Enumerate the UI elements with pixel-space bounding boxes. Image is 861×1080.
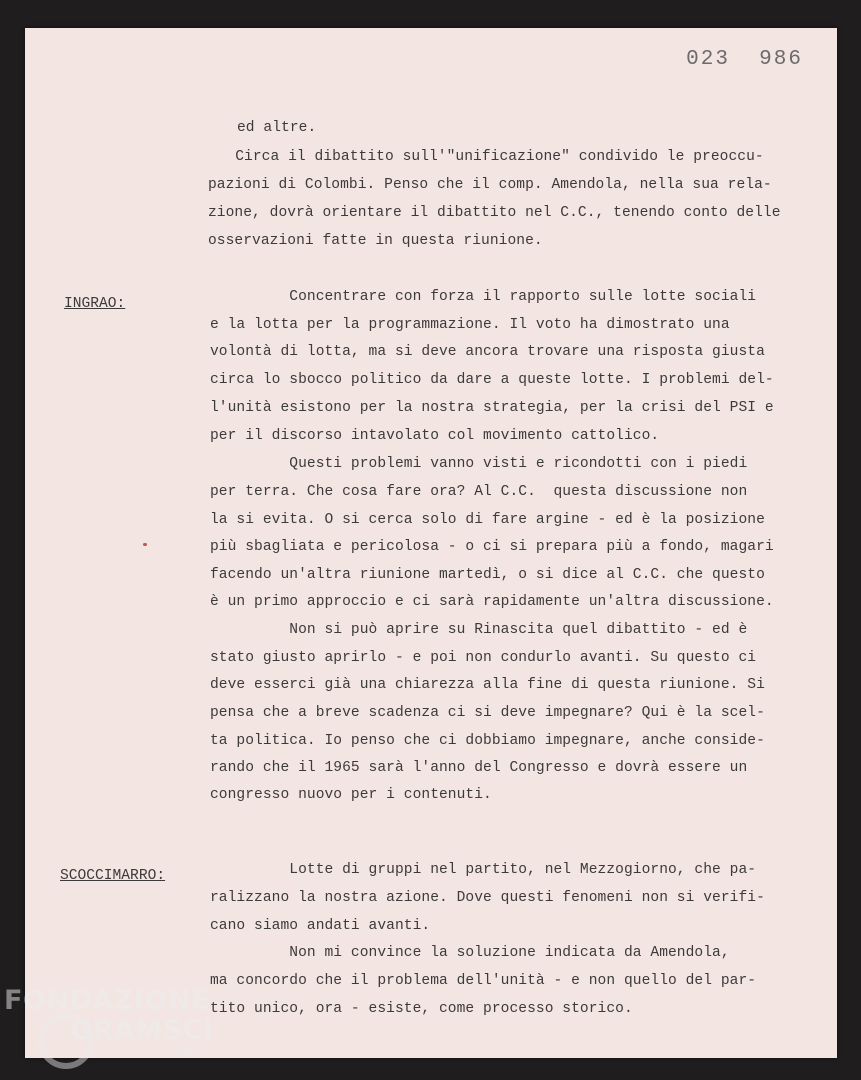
text-line: per terra. Che cosa fare ora? Al C.C. questa discussione non: [210, 484, 748, 500]
speaker-label: SCOCCIMARRO:: [60, 868, 166, 884]
watermark-line3: onlus: [176, 1047, 201, 1057]
text-line: Non mi convince la soluzione indicata da Amendola,: [210, 945, 730, 961]
text-line: più sbagliata e pericolosa - o ci si prepara più a fondo, magari: [210, 539, 774, 555]
text-line: cano siamo andati avanti.: [210, 918, 431, 934]
text-line: pazioni di Colombi. Penso che il comp. Amendola, nella sua rela-: [208, 177, 772, 193]
fondazione-gramsci-watermark: [4, 985, 214, 1075]
text-line: stato giusto aprirlo - e poi non condurlo avanti. Su questo ci: [210, 650, 757, 666]
text-line: è un primo approccio e ci sarà rapidamente un'altra discussione.: [210, 594, 774, 610]
page-number: 023 986: [686, 48, 803, 71]
text-line: ralizzano la nostra azione. Dove questi fenomeni non si verifi-: [210, 890, 765, 906]
text-line: l'unità esistono per la nostra strategia, per la crisi del PSI e: [210, 400, 774, 416]
text-line: e la lotta per la programmazione. Il voto ha dimostrato una: [210, 317, 730, 333]
text-line: Lotte di gruppi nel partito, nel Mezzogiorno, che pa-: [210, 862, 757, 878]
speaker-label: INGRAO:: [64, 296, 126, 312]
text-line: zione, dovrà orientare il dibattito nel C.C., tenendo conto delle: [208, 205, 781, 221]
text-line: Concentrare con forza il rapporto sulle lotte sociali: [210, 289, 757, 305]
text-line: pensa che a breve scadenza ci si deve impegnare? Qui è la scel-: [210, 705, 765, 721]
text-line: ma concordo che il problema dell'unità - e non quello del par-: [210, 973, 757, 989]
text-line: Circa il dibattito sull'"unificazione" condivido le preoccu-: [200, 149, 764, 165]
text-line: facendo un'altra riunione martedì, o si dice al C.C. che questo: [210, 567, 765, 583]
text-line: volontà di lotta, ma si deve ancora trovare una risposta giusta: [210, 344, 765, 360]
text-line: la si evita. O si cerca solo di fare argine - ed è la posizione: [210, 512, 765, 528]
text-line: congresso nuovo per i contenuti.: [210, 787, 492, 803]
text-line: ed altre.: [237, 120, 317, 136]
text-line: Non si può aprire su Rinascita quel dibattito - ed è: [210, 622, 748, 638]
watermark-line1: FONDAZIONE: [4, 985, 210, 1016]
text-line: Questi problemi vanno visti e ricondotti con i piedi: [210, 456, 748, 472]
text-line: per il discorso intavolato col movimento cattolico.: [210, 428, 660, 444]
watermark-line2: GRAMSCI: [70, 1015, 214, 1046]
red-ink-mark: [143, 543, 147, 546]
text-line: circa lo sbocco politico da dare a queste lotte. I problemi del-: [210, 372, 774, 388]
text-line: deve esserci già una chiarezza alla fine di questa riunione. Si: [210, 677, 765, 693]
text-line: osservazioni fatte in questa riunione.: [208, 233, 543, 249]
text-line: tito unico, ora - esiste, come processo storico.: [210, 1001, 633, 1017]
text-line: rando che il 1965 sarà l'anno del Congresso e dovrà essere un: [210, 760, 748, 776]
text-line: ta politica. Io penso che ci dobbiamo impegnare, anche conside-: [210, 733, 765, 749]
